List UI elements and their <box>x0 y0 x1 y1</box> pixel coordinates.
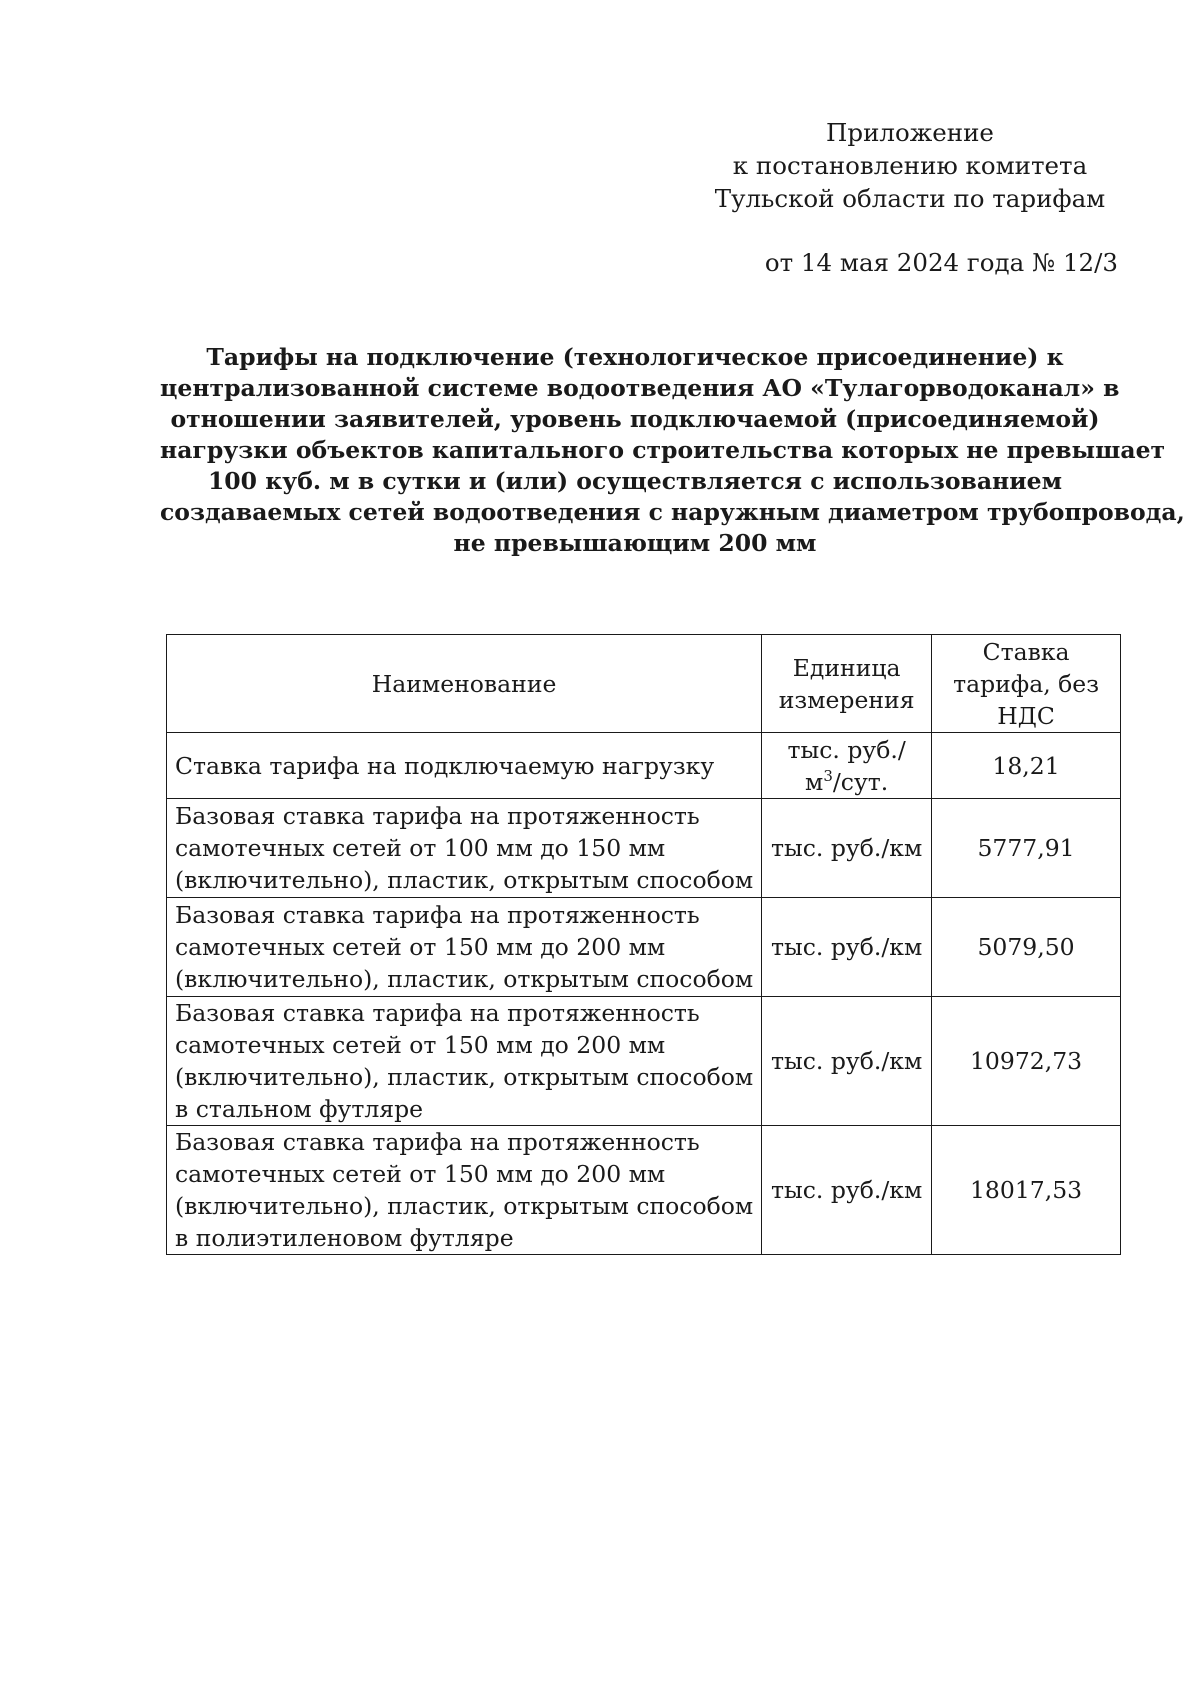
title-line: отношении заявителей, уровень подключаемой (присоединяемой) <box>170 405 1100 433</box>
unit-base: м <box>805 767 824 796</box>
unit-suffix: /сут. <box>832 767 889 796</box>
row-unit-line: тыс. руб./ <box>787 735 906 764</box>
row-name <box>167 898 762 997</box>
appendix-line: Тульской области по тарифам <box>714 184 1106 213</box>
row-name-line: самотечных сетей от 150 мм до 200 мм <box>175 1031 666 1059</box>
row-name-line: в полиэтиленовом футляре <box>175 1224 514 1252</box>
title-line: централизованной системе водоотведения АО «Тулагорводоканал» в <box>160 374 1120 402</box>
row-rate: 18,21 <box>932 733 1121 799</box>
row-name-line: Ставка тарифа на подключаемую нагрузку <box>175 751 715 780</box>
row-name-line: (включительно), пластик, открытым способом <box>175 1192 754 1220</box>
header-unit-line: измерения <box>778 685 915 714</box>
table-row <box>167 799 1121 898</box>
row-unit: тыс. руб./км <box>762 1126 932 1255</box>
row-unit: тыс. руб./км <box>762 898 932 997</box>
row-name-line: самотечных сетей от 150 мм до 200 мм <box>175 1160 666 1188</box>
row-name <box>167 733 762 799</box>
header-rate-line: Ставка <box>982 637 1070 666</box>
table-row <box>167 898 1121 997</box>
row-rate: 5777,91 <box>932 799 1121 898</box>
title-line: создаваемых сетей водоотведения с наружным диаметром трубопровода, <box>160 498 1185 526</box>
row-name-line: (включительно), пластик, открытым способом <box>175 1063 754 1091</box>
row-unit: тыс. руб./км <box>762 799 932 898</box>
title-line: 100 куб. м в сутки и (или) осуществляется с использованием <box>207 467 1063 495</box>
appendix-line: Приложение <box>826 118 994 147</box>
header-rate-line: тарифа, без <box>953 669 1100 698</box>
header-unit-line: Единица <box>792 653 901 682</box>
title-line: нагрузки объектов капитального строительства которых не превышает <box>160 436 1166 464</box>
table-row <box>167 1126 1121 1255</box>
header-unit <box>762 635 932 733</box>
table-header-row <box>167 635 1121 733</box>
unit-superscript: 3 <box>823 766 833 785</box>
row-name <box>167 997 762 1126</box>
row-unit-line <box>770 766 923 798</box>
table-row <box>167 997 1121 1126</box>
row-name-line: Базовая ставка тарифа на протяженность <box>175 901 700 929</box>
row-name-line: в стальном футляре <box>175 1095 424 1123</box>
header-rate-line: НДС <box>997 701 1055 730</box>
appendix-line: к постановлению комитета <box>732 151 1088 180</box>
row-name-line: самотечных сетей от 150 мм до 200 мм <box>175 933 666 961</box>
row-name-line: Базовая ставка тарифа на протяженность <box>175 1128 700 1156</box>
row-name-line: (включительно), пластик, открытым способом <box>175 965 754 993</box>
row-name-line: (включительно), пластик, открытым способом <box>175 866 754 894</box>
row-name <box>167 799 762 898</box>
document-title <box>160 342 1185 559</box>
row-rate: 18017,53 <box>932 1126 1121 1255</box>
row-name-line: самотечных сетей от 100 мм до 150 мм <box>175 834 666 862</box>
decree-date-number: от 14 мая 2024 года № 12/3 <box>764 248 1118 277</box>
row-rate: 10972,73 <box>932 997 1121 1126</box>
header-name: Наименование <box>167 635 762 733</box>
title-line: не превышающим 200 мм <box>453 529 817 557</box>
row-name-line: Базовая ставка тарифа на протяженность <box>175 999 700 1027</box>
tariffs-table <box>166 634 1121 1255</box>
table-row <box>167 733 1121 799</box>
header-rate <box>932 635 1121 733</box>
row-unit <box>762 733 932 799</box>
row-name-line: Базовая ставка тарифа на протяженность <box>175 802 700 830</box>
row-unit: тыс. руб./км <box>762 997 932 1126</box>
title-line: Тарифы на подключение (технологическое присоединение) к <box>206 343 1064 371</box>
row-rate: 5079,50 <box>932 898 1121 997</box>
appendix-block <box>700 116 1120 215</box>
row-name <box>167 1126 762 1255</box>
